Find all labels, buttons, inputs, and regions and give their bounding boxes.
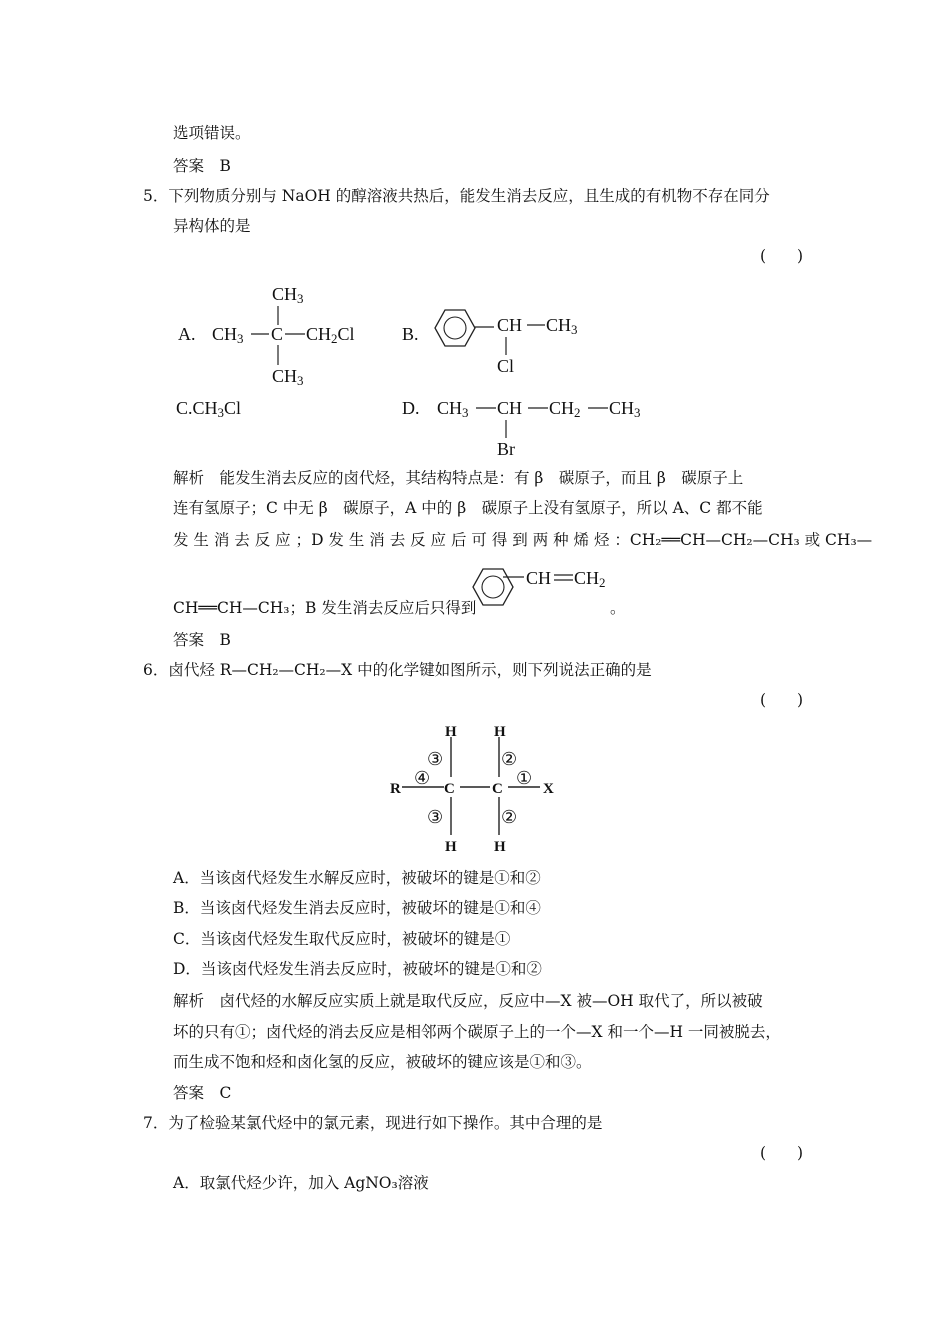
bond-label-3: ③ — [427, 807, 444, 827]
option-c-structure: $C.CH_3Cl$ — [176, 398, 242, 421]
chem-group: $CH_2Cl$ — [306, 324, 355, 347]
explanation-line: 发 生 消 去 反 应 ；D 发 生 消 去 反 应 后 可 得 到 两 种 烯 烃 ：CH₂══CH—CH₂—CH₃ 或 CH₃— — [173, 531, 873, 549]
chem-group: $CH_3$ — [609, 398, 641, 421]
answer-line: 答案 C — [173, 1084, 232, 1102]
chem-atom: C — [271, 324, 284, 344]
option-line: B．当该卤代烃发生消去反应时，被破坏的键是①和④ — [173, 899, 541, 917]
chem-group: CH — [497, 398, 523, 418]
explanation-line: CH══CH—CH₃；B 发生消去反应后只得到 — [173, 599, 477, 617]
bond-diagram — [380, 715, 580, 855]
answer-blank: ( ) — [760, 691, 804, 709]
option-label: A. — [178, 324, 196, 344]
bond-label-2: ② — [501, 807, 518, 827]
explanation-line: 解析 能发生消去反应的卤代烃，其结构特点是：有 β 碳原子，而且 β 碳原子上 — [173, 469, 744, 487]
option-line: A．当该卤代烃发生水解反应时，被破坏的键是①和② — [173, 869, 541, 887]
atom-h: H — [494, 724, 506, 740]
atom-h: H — [445, 839, 457, 855]
answer-blank: ( ) — [760, 247, 804, 265]
explanation-line: 解析 卤代烃的水解反应实质上就是取代反应，反应中—X 被—OH 取代了，所以被破 — [173, 992, 763, 1010]
chem-group: $CH_3$ — [437, 398, 469, 421]
answer-line: 答案 B — [173, 631, 231, 649]
atom-r: R — [390, 781, 401, 797]
atom-h: H — [494, 839, 506, 855]
atom-c: C — [444, 781, 455, 797]
option-label: D. — [402, 398, 420, 418]
bond-label-2: ② — [501, 749, 518, 769]
answer-line: 答案 B — [173, 157, 231, 175]
explanation-line: 而生成不饱和烃和卤化氢的反应，被破坏的键应该是①和③。 — [173, 1053, 592, 1071]
chem-group: CH — [497, 315, 523, 335]
atom-h: H — [445, 724, 457, 740]
chem-group: $CH_2$ — [574, 568, 606, 591]
chem-group: $CH_2$ — [549, 398, 581, 421]
chem-atom: Cl — [497, 356, 515, 376]
chem-group: $CH_3$ — [212, 324, 244, 347]
atom-x: X — [543, 781, 554, 797]
option-line: A．取氯代烃少许，加入 AgNO₃溶液 — [173, 1174, 429, 1192]
option-line: C．当该卤代烃发生取代反应时，被破坏的键是① — [173, 930, 511, 948]
question-6-stem: 6．卤代烃 R—CH₂—CH₂—X 中的化学键如图所示，则下列说法正确的是 — [143, 661, 652, 679]
chem-group: $CH_3$ — [546, 315, 578, 338]
explanation-line: 。 — [610, 599, 626, 617]
answer-blank: ( ) — [760, 1144, 804, 1162]
atom-c: C — [492, 781, 503, 797]
explanation-line: 连有氢原子；C 中无 β 碳原子，A 中的 β 碳原子上没有氢原子，所以 A、C 都不能 — [173, 499, 763, 517]
question-5-stem: 5．下列物质分别与 NaOH 的醇溶液共热后，能发生消去反应，且生成的有机物不存在同分 — [143, 187, 770, 205]
question-7-stem: 7．为了检验某氯代烃中的氯元素，现进行如下操作。其中合理的是 — [143, 1114, 603, 1132]
chem-group: CH — [526, 568, 552, 588]
bond-label-3: ③ — [427, 749, 444, 769]
text-line: 选项错误。 — [173, 124, 251, 142]
chem-atom: Br — [497, 439, 515, 459]
bond-label-1: ① — [516, 768, 533, 788]
chem-group: $CH_3$ — [272, 366, 304, 389]
question-5-stem-cont: 异构体的是 — [173, 217, 251, 235]
option-line: D．当该卤代烃发生消去反应时，被破坏的键是①和② — [173, 960, 542, 978]
option-label: B. — [402, 324, 419, 344]
explanation-line: 坏的只有①；卤代烃的消去反应是相邻两个碳原子上的一个—X 和一个—H 一同被脱去， — [173, 1023, 781, 1041]
bond-label-4: ④ — [414, 768, 431, 788]
chem-group: $CH_3$ — [272, 284, 304, 307]
